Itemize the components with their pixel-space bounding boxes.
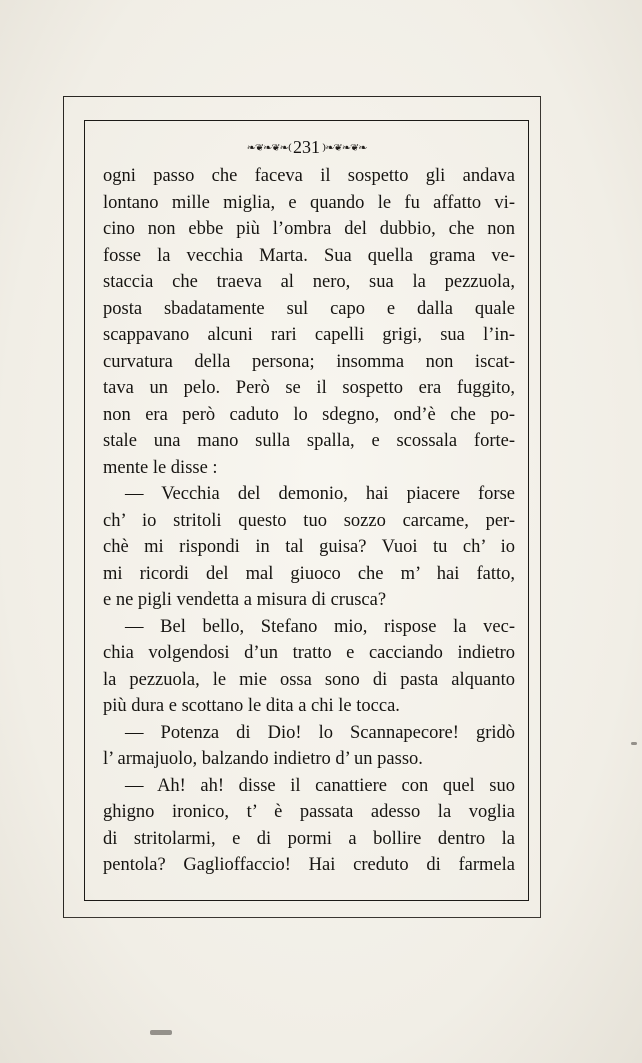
text-line: la pezzuola, le mie ossa sono di pasta alquanto bbox=[103, 669, 515, 690]
text-line: non era però caduto lo sdegno, ond’è che po- bbox=[103, 404, 515, 425]
ink-speck bbox=[150, 1030, 172, 1035]
text-line: cino non ebbe più l’ombra del dubbio, che non bbox=[103, 219, 515, 239]
text-line: e ne pigli vendetta a misura di crusca? bbox=[103, 590, 387, 610]
text-line: scappavano alcuni rari capelli grigi, sua l’in- bbox=[103, 325, 515, 345]
text-line: fosse la vecchia Marta. Sua quella grama ve- bbox=[103, 245, 515, 266]
text-line: pentola? Gaglioffaccio! Hai creduto di farmela bbox=[103, 855, 515, 875]
text-line: mi ricordi del mal giuoco che m’ hai fatto, bbox=[103, 563, 515, 584]
text-line: tava un pelo. Però se il sospetto era fuggito, bbox=[103, 378, 515, 398]
text-line: curvatura della persona; insomma non iscat- bbox=[103, 351, 515, 372]
text-line: chè mi rispondi in tal guisa? Vuoi tu ch’ io bbox=[103, 537, 515, 557]
ink-speck bbox=[631, 742, 637, 745]
text-line: — Ah! ah! disse il canattiere con quel suo bbox=[125, 775, 515, 796]
text-line: l’ armajuolo, balzando indietro d’ un passo. bbox=[103, 749, 423, 769]
text-line: ogni passo che faceva il sospetto gli andava bbox=[103, 166, 515, 186]
page-number: 231 bbox=[293, 136, 320, 157]
text-line: lontano mille miglia, e quando le fu affatto vi- bbox=[103, 192, 515, 213]
text-line: più dura e scottano le dita a chi le tocca. bbox=[103, 696, 400, 716]
ornament-left-icon: ❧❦❧❦❧( bbox=[246, 141, 291, 153]
text-line: — Vecchia del demonio, hai piacere forse bbox=[125, 484, 515, 504]
text-line: — Potenza di Dio! lo Scannapecore! gridò bbox=[125, 722, 515, 743]
text-line: staccia che traeva al nero, sua la pezzuola, bbox=[103, 272, 515, 292]
text-line: stale una mano sulla spalla, e scossala forte- bbox=[103, 431, 515, 451]
text-line: ch’ io stritoli questo tuo sozzo carcame, per- bbox=[103, 510, 515, 531]
text-line: di stritolarmi, e di pormi a bollire dentro la bbox=[103, 828, 515, 849]
body-text bbox=[103, 163, 515, 879]
text-line: ghigno ironico, t’ è passata adesso la voglia bbox=[103, 802, 515, 822]
ornament-right-icon: )❧❦❧❦❧ bbox=[322, 141, 367, 153]
text-line: chia volgendosi d’un tratto e cacciando indietro bbox=[103, 643, 515, 663]
page-header bbox=[84, 134, 529, 160]
text-line: mente le disse : bbox=[103, 457, 218, 478]
text-line: posta sbadatamente sul capo e dalla quale bbox=[103, 298, 515, 319]
text-line: — Bel bello, Stefano mio, rispose la vec- bbox=[125, 616, 515, 637]
